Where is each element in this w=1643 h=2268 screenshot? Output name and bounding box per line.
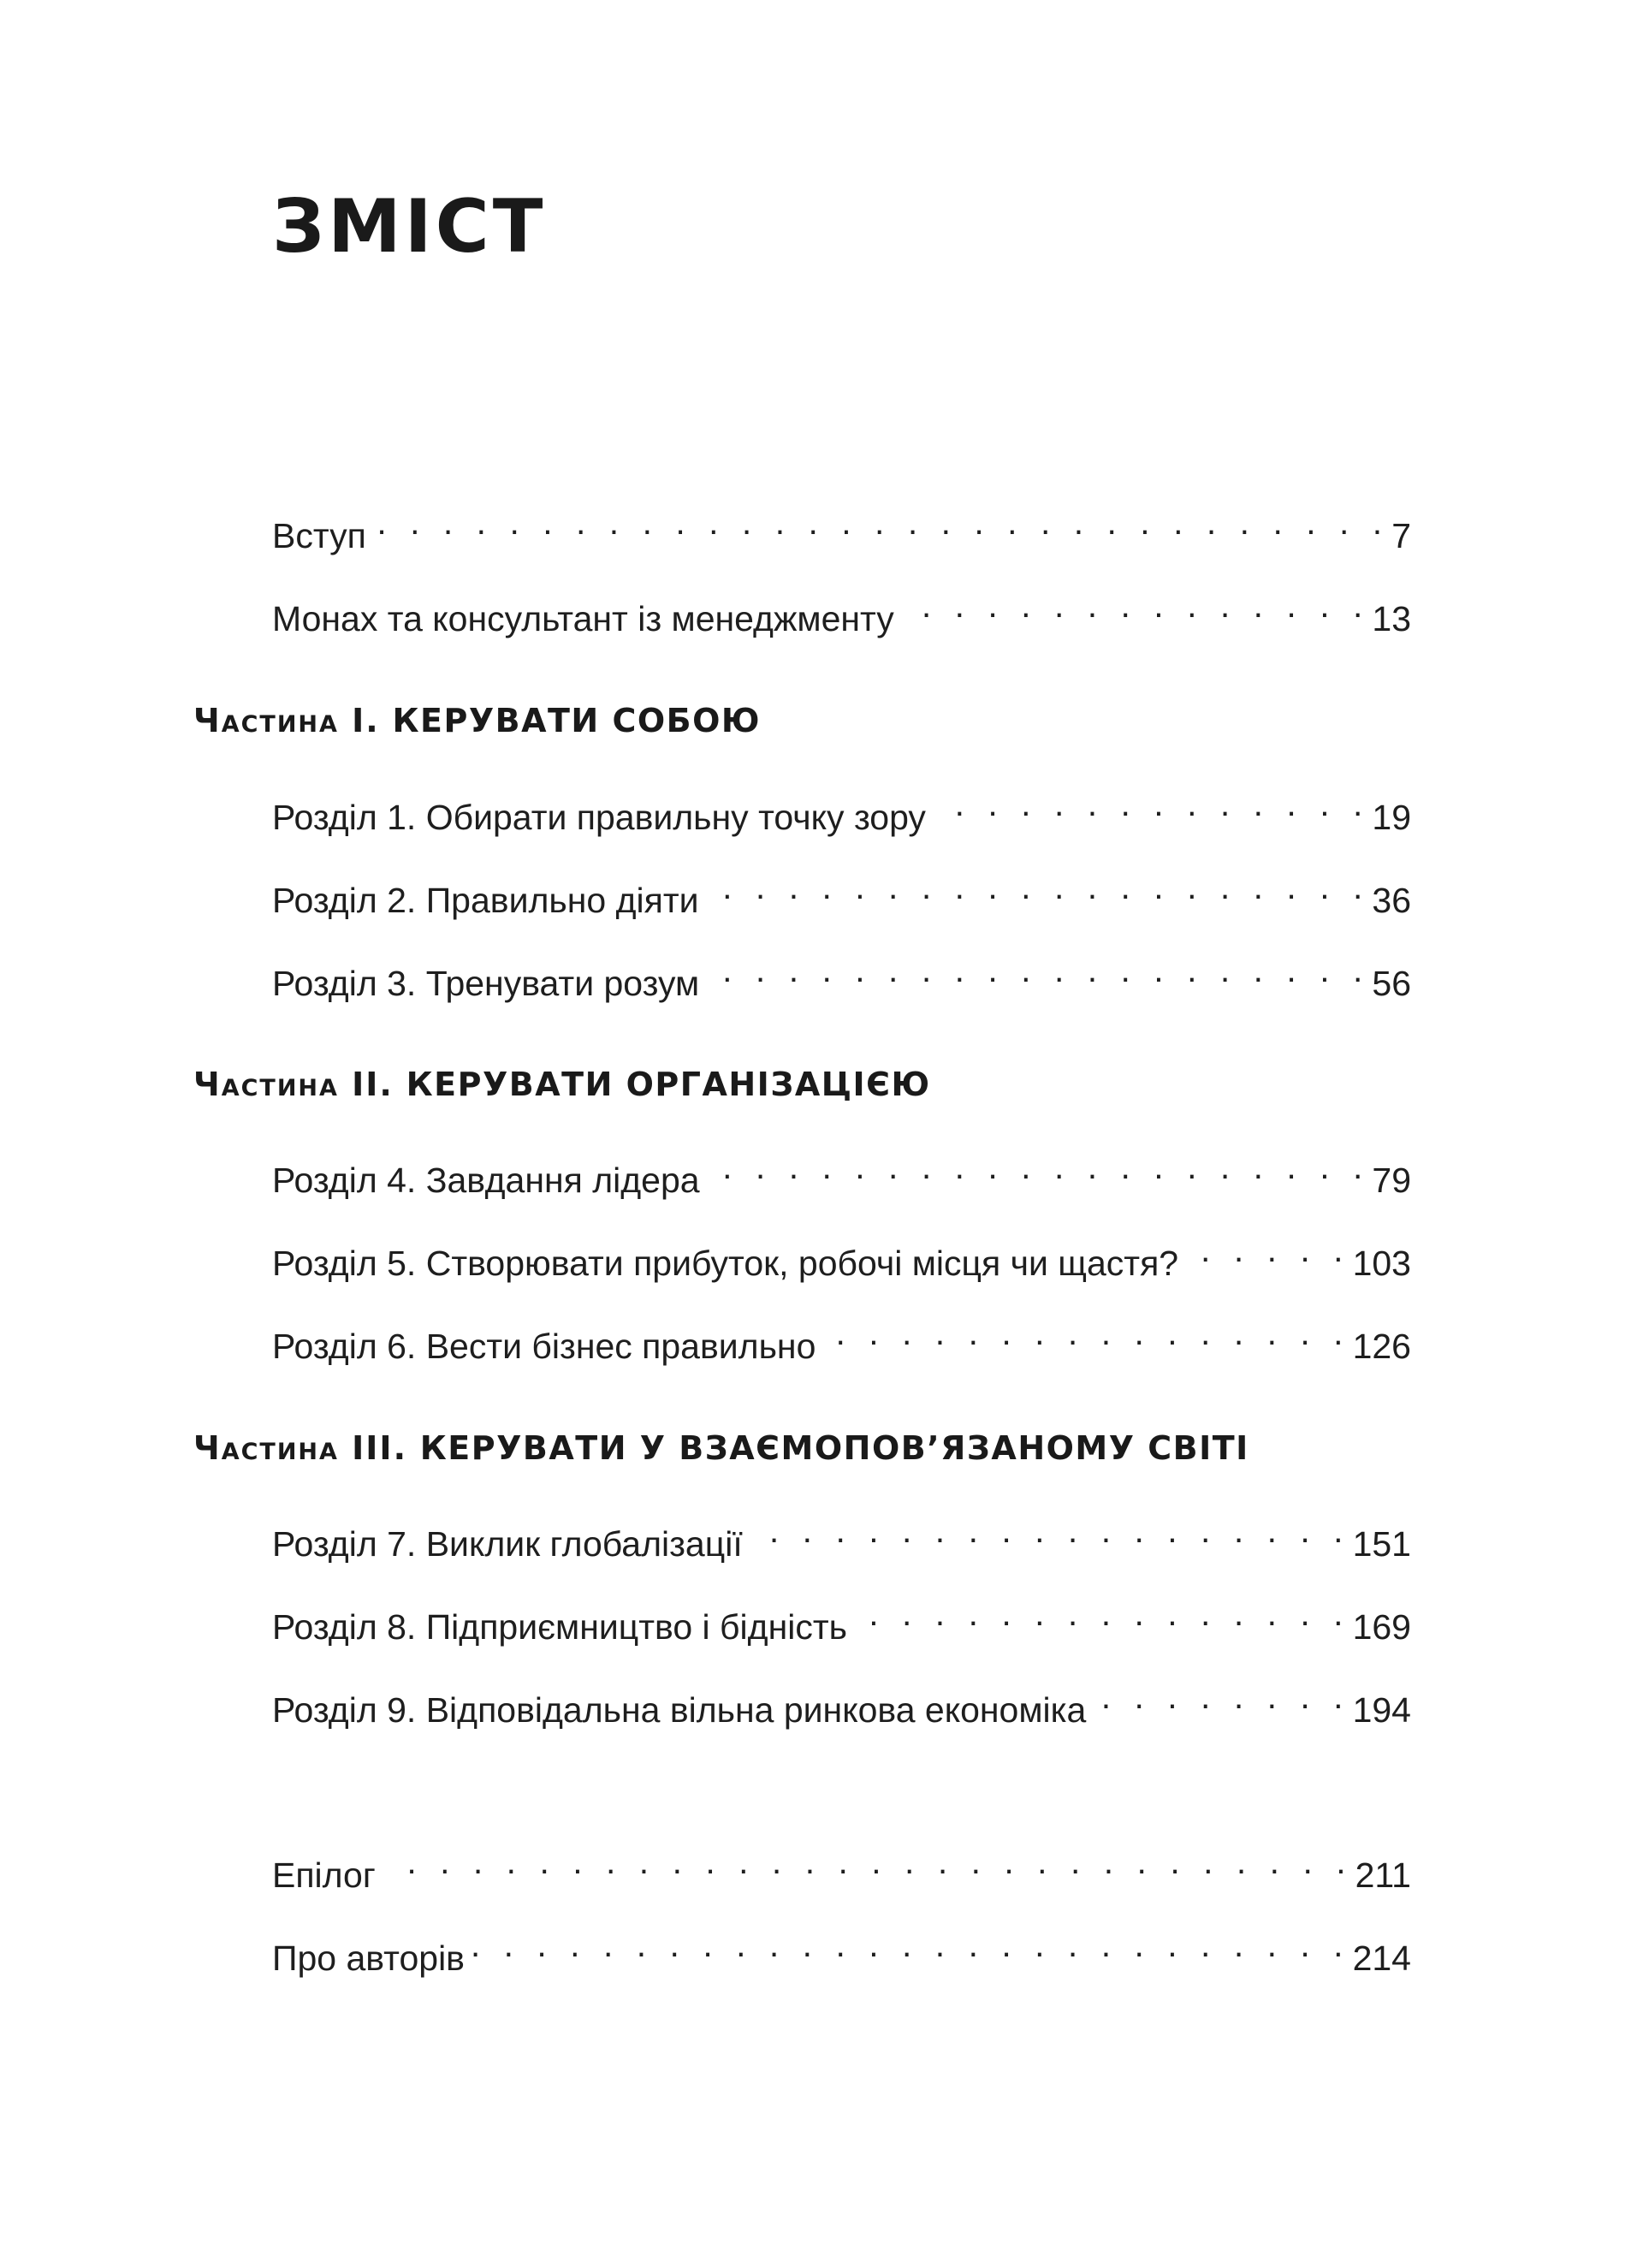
toc-entry-page: 7: [1391, 516, 1411, 555]
part-title: КЕРУВАТИ СОБОЮ: [392, 702, 762, 739]
toc-entry-epilogue[interactable]: [272, 1836, 1411, 1895]
toc-entry-page: 214: [1352, 1938, 1411, 1978]
part-prefix: Частина II.: [193, 1066, 394, 1103]
dot-leader: [821, 1307, 1349, 1358]
part-title: КЕРУВАТИ У ВЗАЄМОПОВ’ЯЗАНОМУ СВІТІ: [419, 1429, 1249, 1467]
toc-entry-page: 151: [1352, 1524, 1411, 1564]
toc-entry-chapter-4[interactable]: [272, 1141, 1411, 1200]
part-heading-3: [193, 1422, 1249, 1474]
toc-entry-chapter-8[interactable]: [272, 1588, 1411, 1647]
part-prefix: Частина III.: [193, 1429, 408, 1467]
toc-entry-label: Монах та консультант із менеджменту: [272, 599, 894, 638]
toc-entry-chapter-9[interactable]: [272, 1671, 1411, 1730]
part-heading-2: [193, 1059, 931, 1110]
toc-entry-intro[interactable]: [272, 496, 1411, 555]
toc-entry-label: Розділ 6. Вести бізнес правильно: [272, 1327, 816, 1366]
toc-entry-page: 194: [1352, 1690, 1411, 1730]
toc-entry-page: 79: [1372, 1161, 1411, 1200]
toc-entry-page: 56: [1372, 964, 1411, 1003]
dot-leader: [371, 496, 1388, 548]
toc-entry-label: Розділ 9. Відповідальна вільна ринкова економіка: [272, 1690, 1087, 1730]
toc-entry-page: 103: [1352, 1244, 1411, 1283]
toc-entry-label: Розділ 1. Обирати правильну точку зору: [272, 798, 926, 837]
toc-entry-page: 13: [1372, 599, 1411, 638]
page-title: ЗМІСТ: [272, 184, 547, 270]
toc-entry-chapter-7[interactable]: [272, 1505, 1411, 1564]
toc-entry-label: Розділ 4. Завдання лідера: [272, 1161, 700, 1200]
toc-entry-chapter-1[interactable]: [272, 778, 1411, 837]
toc-entry-label: Епілог: [272, 1855, 376, 1895]
part-title: КЕРУВАТИ ОРГАНІЗАЦІЄЮ: [406, 1066, 931, 1103]
toc-entry-label: Розділ 2. Правильно діяти: [272, 881, 699, 920]
dot-leader: [470, 1919, 1349, 1970]
toc-entry-chapter-3[interactable]: [272, 944, 1411, 1003]
toc-entry-label: Розділ 7. Виклик глобалізації: [272, 1524, 743, 1564]
dot-leader: [1183, 1224, 1349, 1275]
toc-entry-page: 211: [1355, 1855, 1411, 1895]
toc-entry-label: Про авторів: [272, 1938, 465, 1978]
dot-leader: [704, 861, 1369, 912]
toc-entry-chapter-5[interactable]: [272, 1224, 1411, 1283]
toc-entry-page: 36: [1372, 881, 1411, 920]
dot-leader: [1091, 1671, 1349, 1722]
dot-leader: [852, 1588, 1349, 1639]
toc-entry-label: Розділ 8. Підприємництво і бідність: [272, 1607, 847, 1647]
toc-entry-chapter-6[interactable]: [272, 1307, 1411, 1366]
toc-entry-monk-and-consultant[interactable]: [272, 579, 1411, 638]
dot-leader: [704, 944, 1368, 995]
toc-entry-label: Розділ 3. Тренувати розум: [272, 964, 700, 1003]
toc-entry-page: 169: [1352, 1607, 1411, 1647]
part-prefix: Частина I.: [193, 702, 380, 739]
dot-leader: [748, 1505, 1349, 1556]
toc-entry-chapter-2[interactable]: [272, 861, 1411, 920]
toc-entry-page: 126: [1352, 1327, 1411, 1366]
toc-entry-about-authors[interactable]: [272, 1919, 1411, 1978]
dot-leader: [381, 1836, 1352, 1887]
dot-leader: [899, 579, 1369, 631]
dot-leader: [705, 1141, 1369, 1192]
dot-leader: [931, 778, 1368, 829]
toc-entry-page: 19: [1372, 798, 1411, 837]
toc-entry-label: Розділ 5. Створювати прибуток, робочі місця чи щастя?: [272, 1244, 1179, 1283]
part-heading-1: [193, 695, 761, 746]
toc-entry-label: Вступ: [272, 516, 366, 555]
